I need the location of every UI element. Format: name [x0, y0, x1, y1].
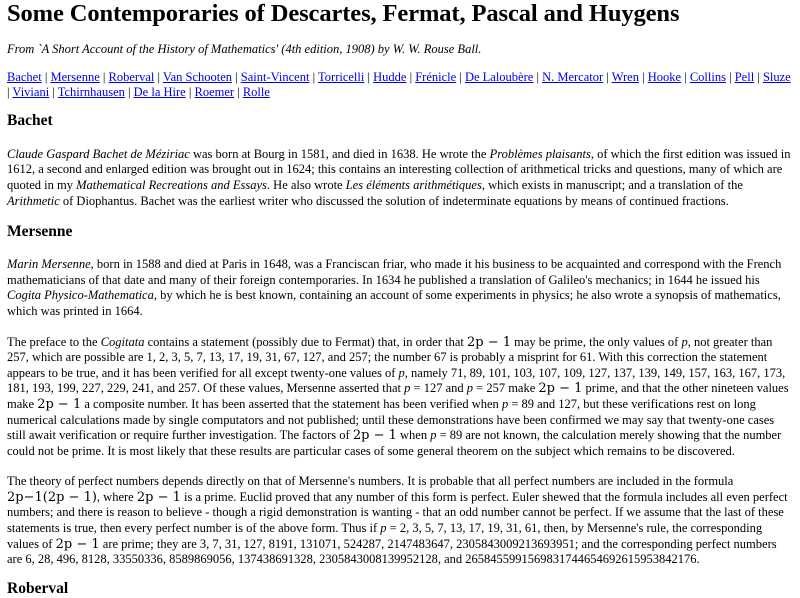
- mersenne-paragraph-1: Marin Mersenne, born in 1588 and died at Paris in 1648, was a Franciscan friar, who made it his business to be acquainted and correspond with the French mathematicians of that date and many of their foreign contemporaries. In 1634 he published a translation of Galileo's mechanics; in 1644 he issued his Cogita Physico-Mathematica, by which he is best known, containing an account of some experiments in physics; he also wrote a synopsis of mathematics, which was printed in 1664.: [7, 257, 782, 318]
- page-title: Some Contemporaries of Descartes, Fermat, Pascal and Huygens: [7, 0, 680, 27]
- nav-link-rolle[interactable]: Rolle: [242, 85, 270, 100]
- nav-link-roberval[interactable]: Roberval: [108, 69, 155, 84]
- nav-link-hudde[interactable]: Hudde: [373, 69, 407, 84]
- section-heading-mersenne: Mersenne: [7, 223, 73, 241]
- nav-link-collins[interactable]: Collins: [689, 69, 726, 84]
- bachet-paragraph: Claude Gaspard Bachet de Méziriac was born at Bourg in 1581, and died in 1638. He wrote the Problèmes plaisants, of which the first edition was issued in 1612, a second and enlarged edition was brought out in 1624; this contains an interesting collection of arithmetical tricks and questions, many of which are quoted in my Mathematical Recreations and Essays. He also wrote Les éléments arithmétiques, which exists in manuscript; and a translation of the Arithmetic of Diophantus. Bachet was the earliest writer who discussed the solution of indeterminate equations by means of continued fractions.: [7, 146, 791, 208]
- nav-link-de-la-hire[interactable]: De la Hire: [133, 85, 186, 100]
- mersenne-number-formula: 2p − 1: [136, 489, 181, 505]
- nav-link-tchirnhausen[interactable]: Tchirnhausen: [57, 85, 125, 100]
- nav-link-torricelli[interactable]: Torricelli: [318, 69, 365, 84]
- mersenne-number-formula: 2p − 1: [538, 381, 583, 397]
- source-citation-text: From `A Short Account of the History of Mathematics' (4th edition, 1908) by W. W. Rouse Ball.: [7, 42, 482, 56]
- mersenne-paragraph-3: The theory of perfect numbers depends directly on that of Mersenne's numbers. It is probable that all perfect numbers are included in the formula 2p−1(2p − 1), where 2p − 1 is a prime. Euclid proved that any number of this form is perfect. Euler shewed that the formula includes all even perfect numbers; and there is reason to believe - though a rigid demonstration is wanting - that an odd number cannot be perfect. If we assume that the last of these statements is true, then every perfect number is of the above form. Thus if p = 2, 3, 5, 7, 13, 17, 19, 31, 61, then, by Mersenne's rule, the corresponding values of 2p − 1 are prime; they are 3, 7, 31, 127, 8191, 131071, 524287, 2147483647, 2305843009213693951; and the corresponding perfect numbers are 6, 28, 496, 8128, 33550336, 8589869056, 137438691328, 2305843008139952128, and 2658455991569831744654692615953842176.: [7, 474, 788, 567]
- nav-link-sluze[interactable]: Sluze: [762, 69, 791, 84]
- nav-link-van-schooten[interactable]: Van Schooten: [162, 69, 233, 84]
- nav-link-saint-vincent[interactable]: Saint-Vincent: [240, 69, 310, 84]
- nav-link-frenicle[interactable]: Frénicle: [415, 69, 457, 84]
- mersenne-number-formula: 2p − 1: [466, 334, 511, 350]
- nav-link-roemer[interactable]: Roemer: [194, 85, 235, 100]
- section-heading-bachet: Bachet: [7, 111, 53, 129]
- nav-link-viviani[interactable]: Viviani: [12, 85, 50, 100]
- nav-link-wren[interactable]: Wren: [611, 69, 639, 84]
- perfect-number-formula: 2p−1(2p − 1): [7, 489, 97, 505]
- nav-link-n-mercator[interactable]: N. Mercator: [542, 69, 604, 84]
- source-citation: [7, 42, 793, 58]
- nav-link-bachet[interactable]: Bachet: [7, 69, 42, 84]
- nav-link-pell[interactable]: Pell: [734, 69, 755, 84]
- nav-links: Bachet | Mersenne | Roberval | Van Schooten | Saint-Vincent | Torricelli | Hudde | Frénicle | De Laloubère | N. Mercator | Wren | Hooke | Collins | Pell | Sluze | Viviani | Tchirnhausen | De la Hire | Roemer | Rolle: [7, 69, 791, 100]
- nav-link-de-laloubere[interactable]: De Laloubère: [464, 69, 534, 84]
- nav-link-mersenne[interactable]: Mersenne: [50, 69, 100, 84]
- mersenne-number-formula: 2p − 1: [37, 396, 82, 412]
- mersenne-number-formula: 2p − 1: [352, 428, 397, 444]
- mersenne-number-formula: 2p − 1: [55, 536, 100, 552]
- mersenne-paragraph-2: The preface to the Cogitata contains a statement (possibly due to Fermat) that, in order that 2p − 1 may be prime, the only values of p, not greater than 257, which are possible are 1, 2, 3, 5, 7, 13, 17, 19, 31, 67, 127, and 257; the number 67 is probably a misprint for 61. With this correction the statement appears to be true, and it has been verified for all except twenty-one values of p, namely 71, 89, 101, 103, 107, 109, 127, 137, 139, 149, 157, 163, 167, 173, 181, 193, 199, 227, 229, 241, and 257. Of these values, Mersenne asserted that p = 127 and p = 257 make 2p − 1 prime, and that the other nineteen values make 2p − 1 a composite number. It has been asserted that the statement has been verified when p = 89 and 127, but these verifications rest on long numerical calculations made by single computators and not published; until these demonstrations have been confirmed we may say that twenty-one cases still await verification or require further investigation. The factors of 2p − 1 when p = 89 are not known, the calculation merely showing that the number could not be prime. It is most likely that these results are particular cases of some general theorem on the subject which remains to be discovered.: [7, 334, 789, 458]
- nav-link-hooke[interactable]: Hooke: [647, 69, 682, 84]
- section-heading-roberval: Roberval: [7, 579, 69, 597]
